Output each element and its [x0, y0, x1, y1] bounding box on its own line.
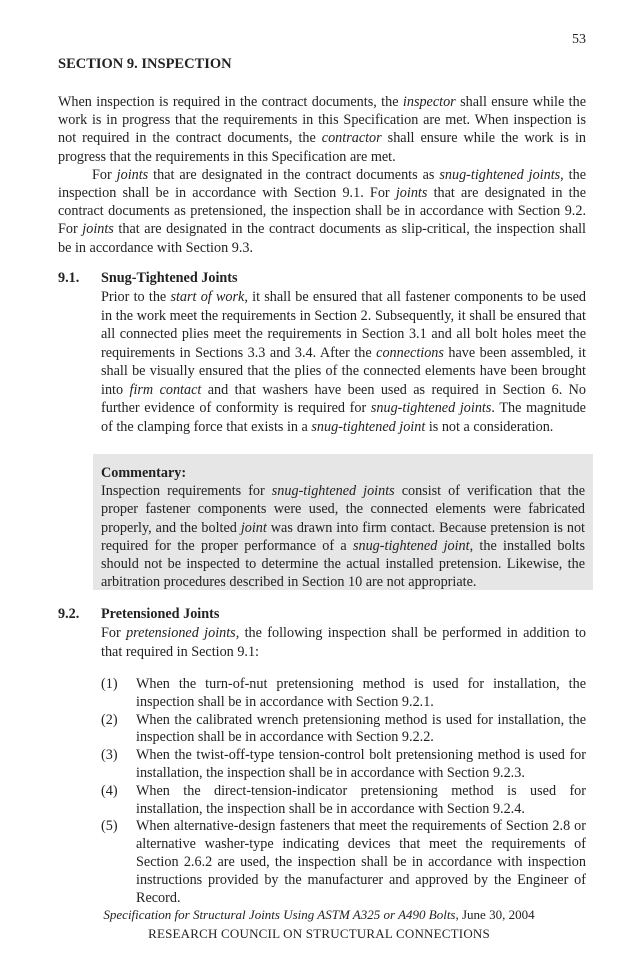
subsection-title-9-1: Snug-Tightened Joints — [101, 270, 238, 286]
subsection-body-9-1: Prior to the start of work, it shall be ensured that all fastener components to be used in the work meet the requirements in Section 2. Subsequently, it shall be ensured that all connected plies meet the requirements in Section 3.1 and all bolt holes meet the requirements in Sections 3.3 and 3.4. After the connections have been assembled, it shall be visually ensured that the plies of the connected elements have been brought into firm contact and that washers have been used as required in Section 6. No further evidence of conformity is required for snug-tightened joints. The magnitude of the clamping force that exists in a snug-tightened joint is not a consideration. — [101, 289, 586, 435]
section-title: SECTION 9. INSPECTION — [58, 56, 232, 72]
list-item: (5) When alternative-design fasteners that meet the requirements of Section 2.8 or alternative washer-type indicating devices that meet the requirements of Section 2.6.2 are used, the inspection shall be in accordance with inspection instructions provided by the manufacturer and approved by the Engineer of Record. — [101, 818, 586, 906]
list-item: (4) When the direct-tension-indicator pretensioning method is used for installation, the inspection shall be in accordance with Section 9.2.4. — [101, 782, 586, 817]
commentary-text: Commentary: Inspection requirements for snug-tightened joints consist of verification that the proper fastener components were used, the connected elements were fabricated properly, and the bolted joint was drawn into firm contact. Because pretension is not required for the proper performance of a snug-tightened joint, the installed bolts should not be inspected to determine the actual installed pretension. Likewise, the arbitration procedures described in Section 10 are not appropriate. — [101, 465, 586, 591]
list-item: (3) When the twist-off-type tension-control bolt pretensioning method is used for installation, the inspection shall be in accordance with Section 9.2.3. — [101, 747, 586, 781]
intro-paragraph-2: For joints that are designated in the contract documents as snug-tightened joints, the inspection shall be in accordance with Section 9.1. For joints that are designated in the contract documents as pretensioned, the inspection shall be in accordance with Section 9.2. For joints that are designated in the contract documents as slip-critical, the inspection shall be in accordance with Section 9.3. — [58, 166, 586, 256]
subsection-number-9-2: 9.2. — [58, 606, 80, 622]
commentary-label: Commentary: — [101, 465, 187, 481]
subsection-number-9-1: 9.1. — [58, 270, 80, 286]
footer-citation: Specification for Structural Joints Using ASTM A325 or A490 Bolts, June 30, 2004 — [103, 907, 535, 922]
subsection-body-9-2: For pretensioned joints, the following inspection shall be performed in addition to that required in Section 9.1: — [101, 625, 586, 660]
subsection-title-9-2: Pretensioned Joints — [101, 606, 220, 622]
intro-text — [58, 93, 586, 257]
page-number: 53 — [572, 32, 586, 47]
inspection-method-list — [101, 676, 586, 907]
commentary-box — [93, 454, 593, 590]
list-item: (1) When the turn-of-nut pretensioning method is used for installation, the inspection shall be in accordance with Section 9.2.1. — [101, 676, 586, 710]
list-item: (2) When the calibrated wrench pretensioning method is used for installation, the inspection shall be in accordance with Section 9.2.2. — [101, 711, 586, 746]
footer-publisher: RESEARCH COUNCIL ON STRUCTURAL CONNECTIONS — [148, 926, 490, 941]
intro-paragraph-1: When inspection is required in the contract documents, the inspector shall ensure while the work is in progress that the requirements in this Specification are met. When inspection is not required in the contract documents, the contractor shall ensure while the work is in progress that the requirements in this Specification are met. — [58, 94, 586, 165]
